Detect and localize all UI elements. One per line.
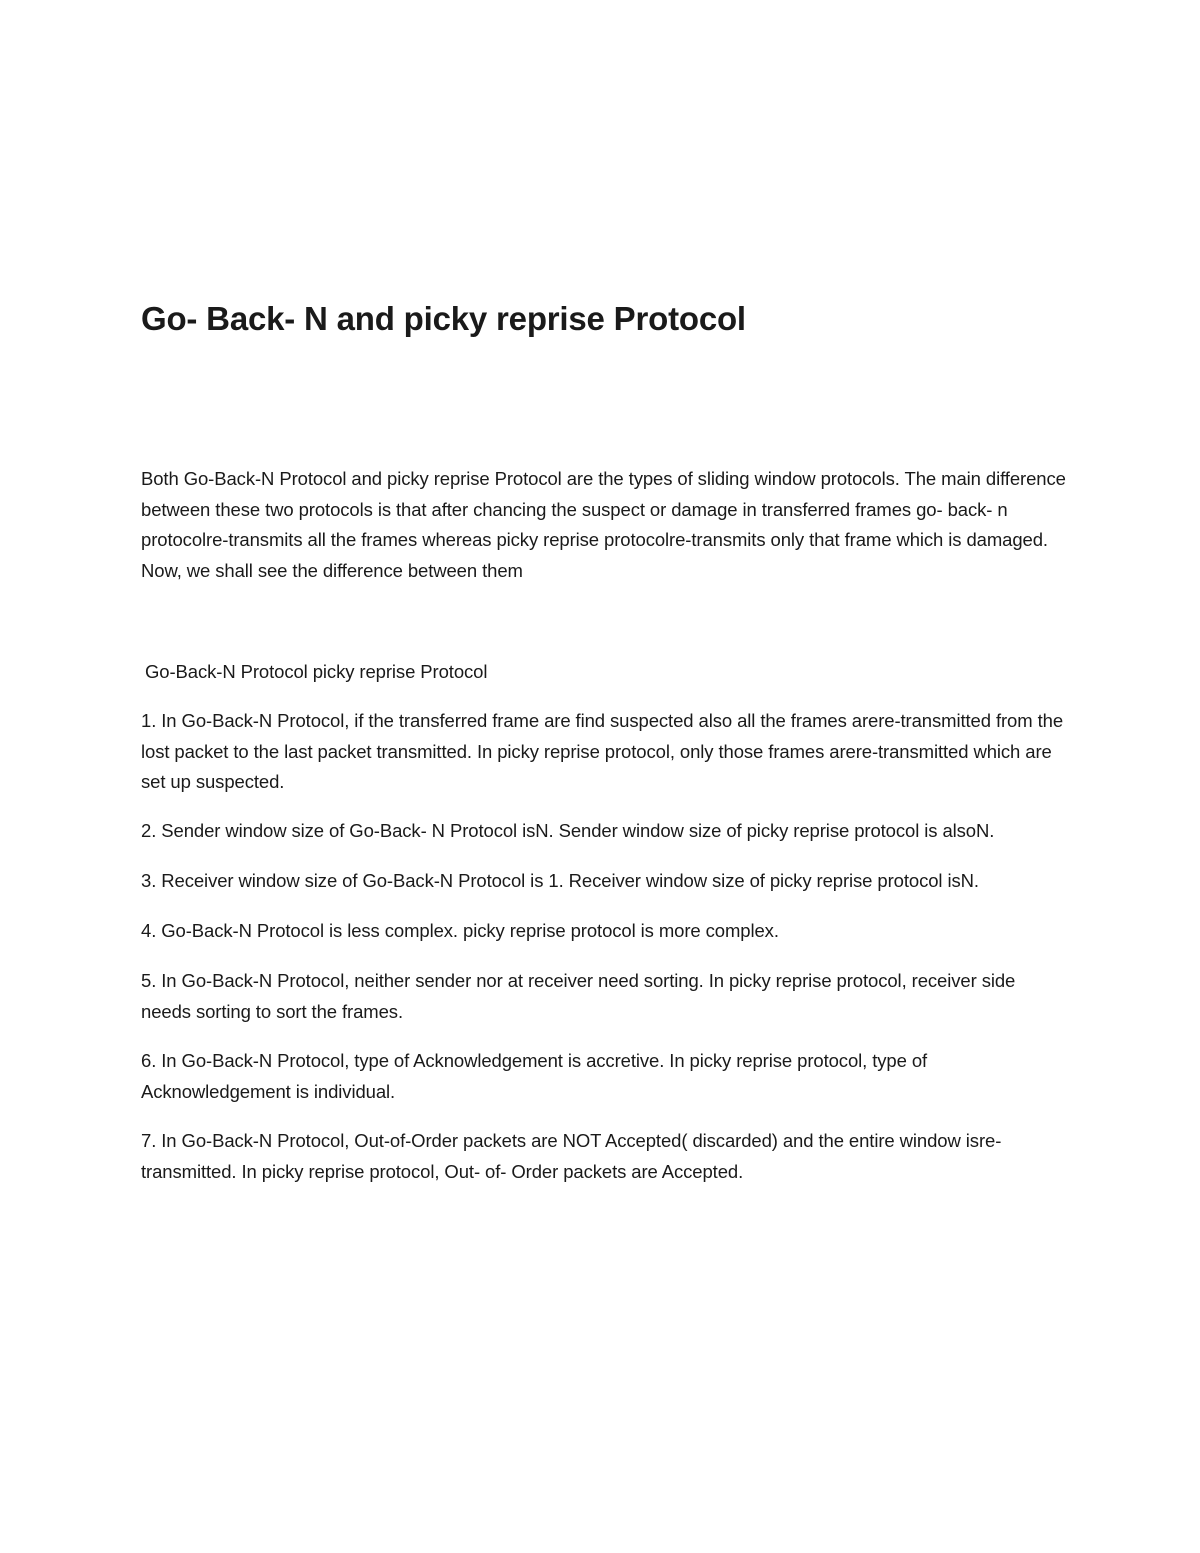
- comparison-point-3: 3. Receiver window size of Go-Back-N Protocol is 1. Receiver window size of picky reprise protocol isN.: [141, 870, 979, 891]
- comparison-heading: Go-Back-N Protocol picky reprise Protocol: [145, 661, 488, 682]
- intro-paragraph: Both Go-Back-N Protocol and picky reprise Protocol are the types of sliding window protocols. The main difference between these two protocols is that after chancing the suspect or damage in transferred frames go- back- n protocolre-transmits all the frames whereas picky reprise protocolre-transmits only that frame which is damaged. Now, we shall see the difference between them: [141, 468, 1066, 581]
- comparison-point-4: 4. Go-Back-N Protocol is less complex. picky reprise protocol is more complex.: [141, 920, 779, 941]
- comparison-point-5: 5. In Go-Back-N Protocol, neither sender nor at receiver need sorting. In picky reprise protocol, receiver side needs sorting to sort the frames.: [141, 970, 1016, 1022]
- comparison-point-6: 6. In Go-Back-N Protocol, type of Acknowledgement is accretive. In picky reprise protocol, type of Acknowledgement is individual.: [141, 1050, 928, 1102]
- document-title: Go- Back- N and picky reprise Protocol: [141, 300, 746, 337]
- comparison-point-1: 1. In Go-Back-N Protocol, if the transferred frame are find suspected also all the frames arere-transmitted from the lost packet to the last packet transmitted. In picky reprise protocol, only those frames arere-transmitted which are set up suspected.: [141, 710, 1064, 792]
- comparison-point-7: 7. In Go-Back-N Protocol, Out-of-Order packets are NOT Accepted( discarded) and the entire window isre-transmitted. In picky reprise protocol, Out- of- Order packets are Accepted.: [141, 1130, 1002, 1182]
- comparison-point-2: 2. Sender window size of Go-Back- N Protocol isN. Sender window size of picky reprise protocol is alsoN.: [141, 820, 995, 841]
